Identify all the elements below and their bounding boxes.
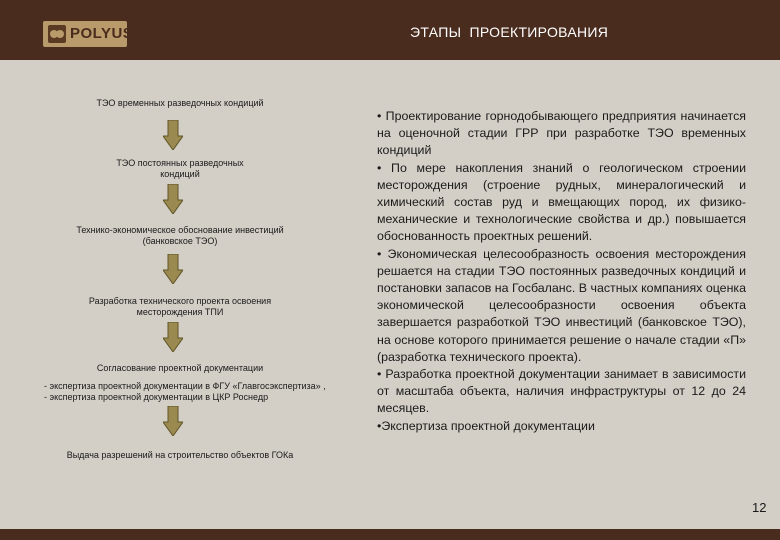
flow-arrow-down-icon bbox=[163, 322, 183, 352]
page-number: 12 bbox=[752, 500, 767, 515]
polyus-logo-icon bbox=[48, 25, 66, 43]
bullet-item: • Экономическая целесообразность освоения месторождения решается на стадии ТЭО постоянных разведочных кондиций и постановки запасов на Госбаланс. В частных компаниях оценка экономической целесообразности освоения объекта завершается разработкой ТЭО инвестиций (банковское ТЭО), на основе которого принимается решение о начале стадии «П» (разработка технического проекта). bbox=[377, 246, 746, 364]
flow-step-4 bbox=[50, 296, 310, 318]
flow-step-2-line2: кондиций bbox=[160, 169, 200, 179]
bullet-item: •Экспертиза проектной документации bbox=[377, 418, 595, 433]
flow-step-3 bbox=[40, 225, 320, 247]
flow-step-5 bbox=[60, 363, 300, 374]
flow-step-6-line1: Выдача разрешений на строительство объектов ГОКа bbox=[66, 450, 294, 460]
bullet-item: • По мере накопления знаний о геологическом строении месторождения (строение рудных, минералогический и химический состав руд и вмещающих пород, их физико-механические и технологические свойства и др.) повышается обоснованность проектных решений. bbox=[377, 160, 746, 244]
expertise-list bbox=[44, 381, 344, 403]
flow-step-4-line2: месторождения ТПИ bbox=[136, 307, 224, 317]
bullet-item: • Проектирование горнодобывающего предприятия начинается на оценочной стадии ГРР при разработке ТЭО временных кондиций bbox=[377, 109, 746, 158]
flow-step-6 bbox=[40, 450, 320, 461]
slide-title: ЭТАПЫ ПРОЕКТИРОВАНИЯ bbox=[410, 24, 609, 40]
header-bar bbox=[0, 0, 780, 60]
flow-arrow-down-icon bbox=[163, 254, 183, 284]
flow-arrow-down-icon bbox=[163, 184, 183, 214]
flow-step-1-line1: ТЭО временных разведочных кондиций bbox=[96, 98, 264, 108]
flow-step-1 bbox=[60, 98, 300, 109]
flow-arrow-down-icon bbox=[163, 406, 183, 436]
flow-step-3-line1: Технико-экономическое обоснование инвестиций bbox=[76, 225, 284, 235]
flow-step-2 bbox=[60, 158, 300, 180]
flow-step-2-line1: ТЭО постоянных разведочных bbox=[116, 158, 244, 168]
polyus-logo bbox=[43, 21, 134, 47]
flow-step-3-line2: (банковское ТЭО) bbox=[142, 236, 218, 246]
bullet-list bbox=[377, 108, 746, 435]
logo-text: POLYUS bbox=[70, 25, 134, 42]
bullet-item: • Разработка проектной документации занимает в зависимости от масштаба объекта, наличия инфраструктуры от 12 до 24 месяцев. bbox=[377, 367, 746, 416]
flow-arrow-down-icon bbox=[163, 120, 183, 150]
expertise-item: - экспертиза проектной документации в ЦКР Роснедр bbox=[44, 392, 269, 402]
expertise-item: - экспертиза проектной документации в ФГУ «Главгосэкспертиза» , bbox=[44, 381, 326, 391]
flow-step-4-line1: Разработка технического проекта освоения bbox=[88, 296, 272, 306]
flow-step-5-line1: Согласование проектной документации bbox=[96, 363, 264, 373]
footer-bar bbox=[0, 529, 780, 540]
